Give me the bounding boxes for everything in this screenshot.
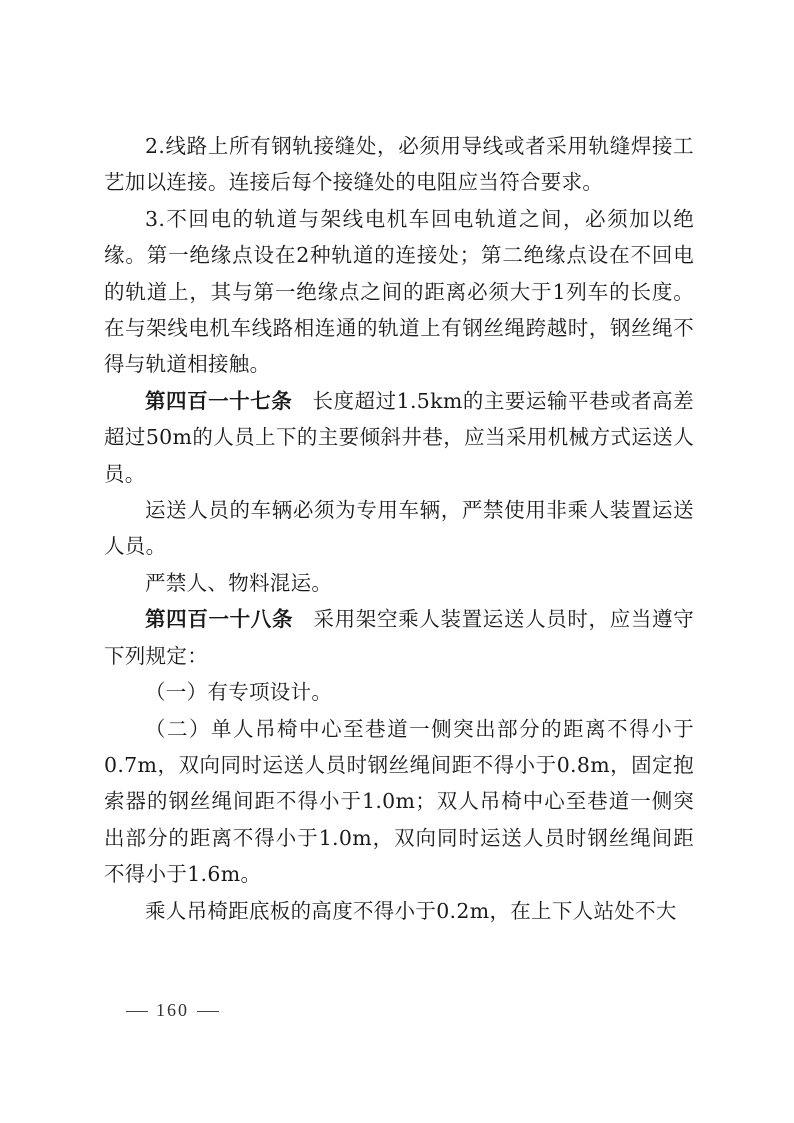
article-417 [104,383,694,492]
page-number: 160 [156,1000,189,1020]
document-body [104,128,694,929]
paragraph-chair-height: 乘人吊椅距底板的高度不得小于0.2m，在上下人站处不大 [145,898,677,923]
list-item-2: （二）单人吊椅中心至巷道一侧突出部分的距离不得小于0.7m，双向同时运送人员时钢丝绳间距不得小于0.8m，固定抱索器的钢丝绳间距不得小于1.0m；双人吊椅中心至巷道一侧突出部分的距离不得小于1.0m，双向同时运送人员时钢丝绳间距不得小于1.6m。 [104,716,694,887]
paragraph-dedicated-vehicles: 运送人员的车辆必须为专用车辆，严禁使用非乘人装置运送人员。 [104,498,694,559]
footer-dash-right [197,1011,219,1012]
footer-dash-left [126,1011,148,1012]
article-417-text: 长度超过1.5km的主要运输平巷或者高差超过50m的人员上下的主要倾斜井巷，应当采用机械方式运送人员。 [104,388,694,486]
article-417-title: 第四百一十七条 [145,388,293,413]
article-418-text: 采用架空乘人装置运送人员时，应当遵守下列规定： [104,607,694,668]
paragraph-rail-joints: 2.线路上所有钢轨接缝处，必须用导线或者采用轨缝焊接工艺加以连接。连接后每个接缝处的电阻应当符合要求。 [104,134,694,195]
article-418-title: 第四百一十八条 [145,607,294,632]
page-footer [118,1000,227,1021]
paragraph-track-insulation: 3.不回电的轨道与架线电机车回电轨道之间，必须加以绝缘。第一绝缘点设在2种轨道的连接处；第二绝缘点设在不回电的轨道上，其与第一绝缘点之间的距离必须大于1列车的长度。在与架线电机车线路相连通的轨道上有钢丝绳跨越时，钢丝绳不得与轨道相接触。 [104,206,694,377]
list-item-1: （一）有专项设计。 [145,680,333,705]
article-418 [104,601,694,674]
paragraph-no-mixed-transport: 严禁人、物料混运。 [145,570,333,595]
